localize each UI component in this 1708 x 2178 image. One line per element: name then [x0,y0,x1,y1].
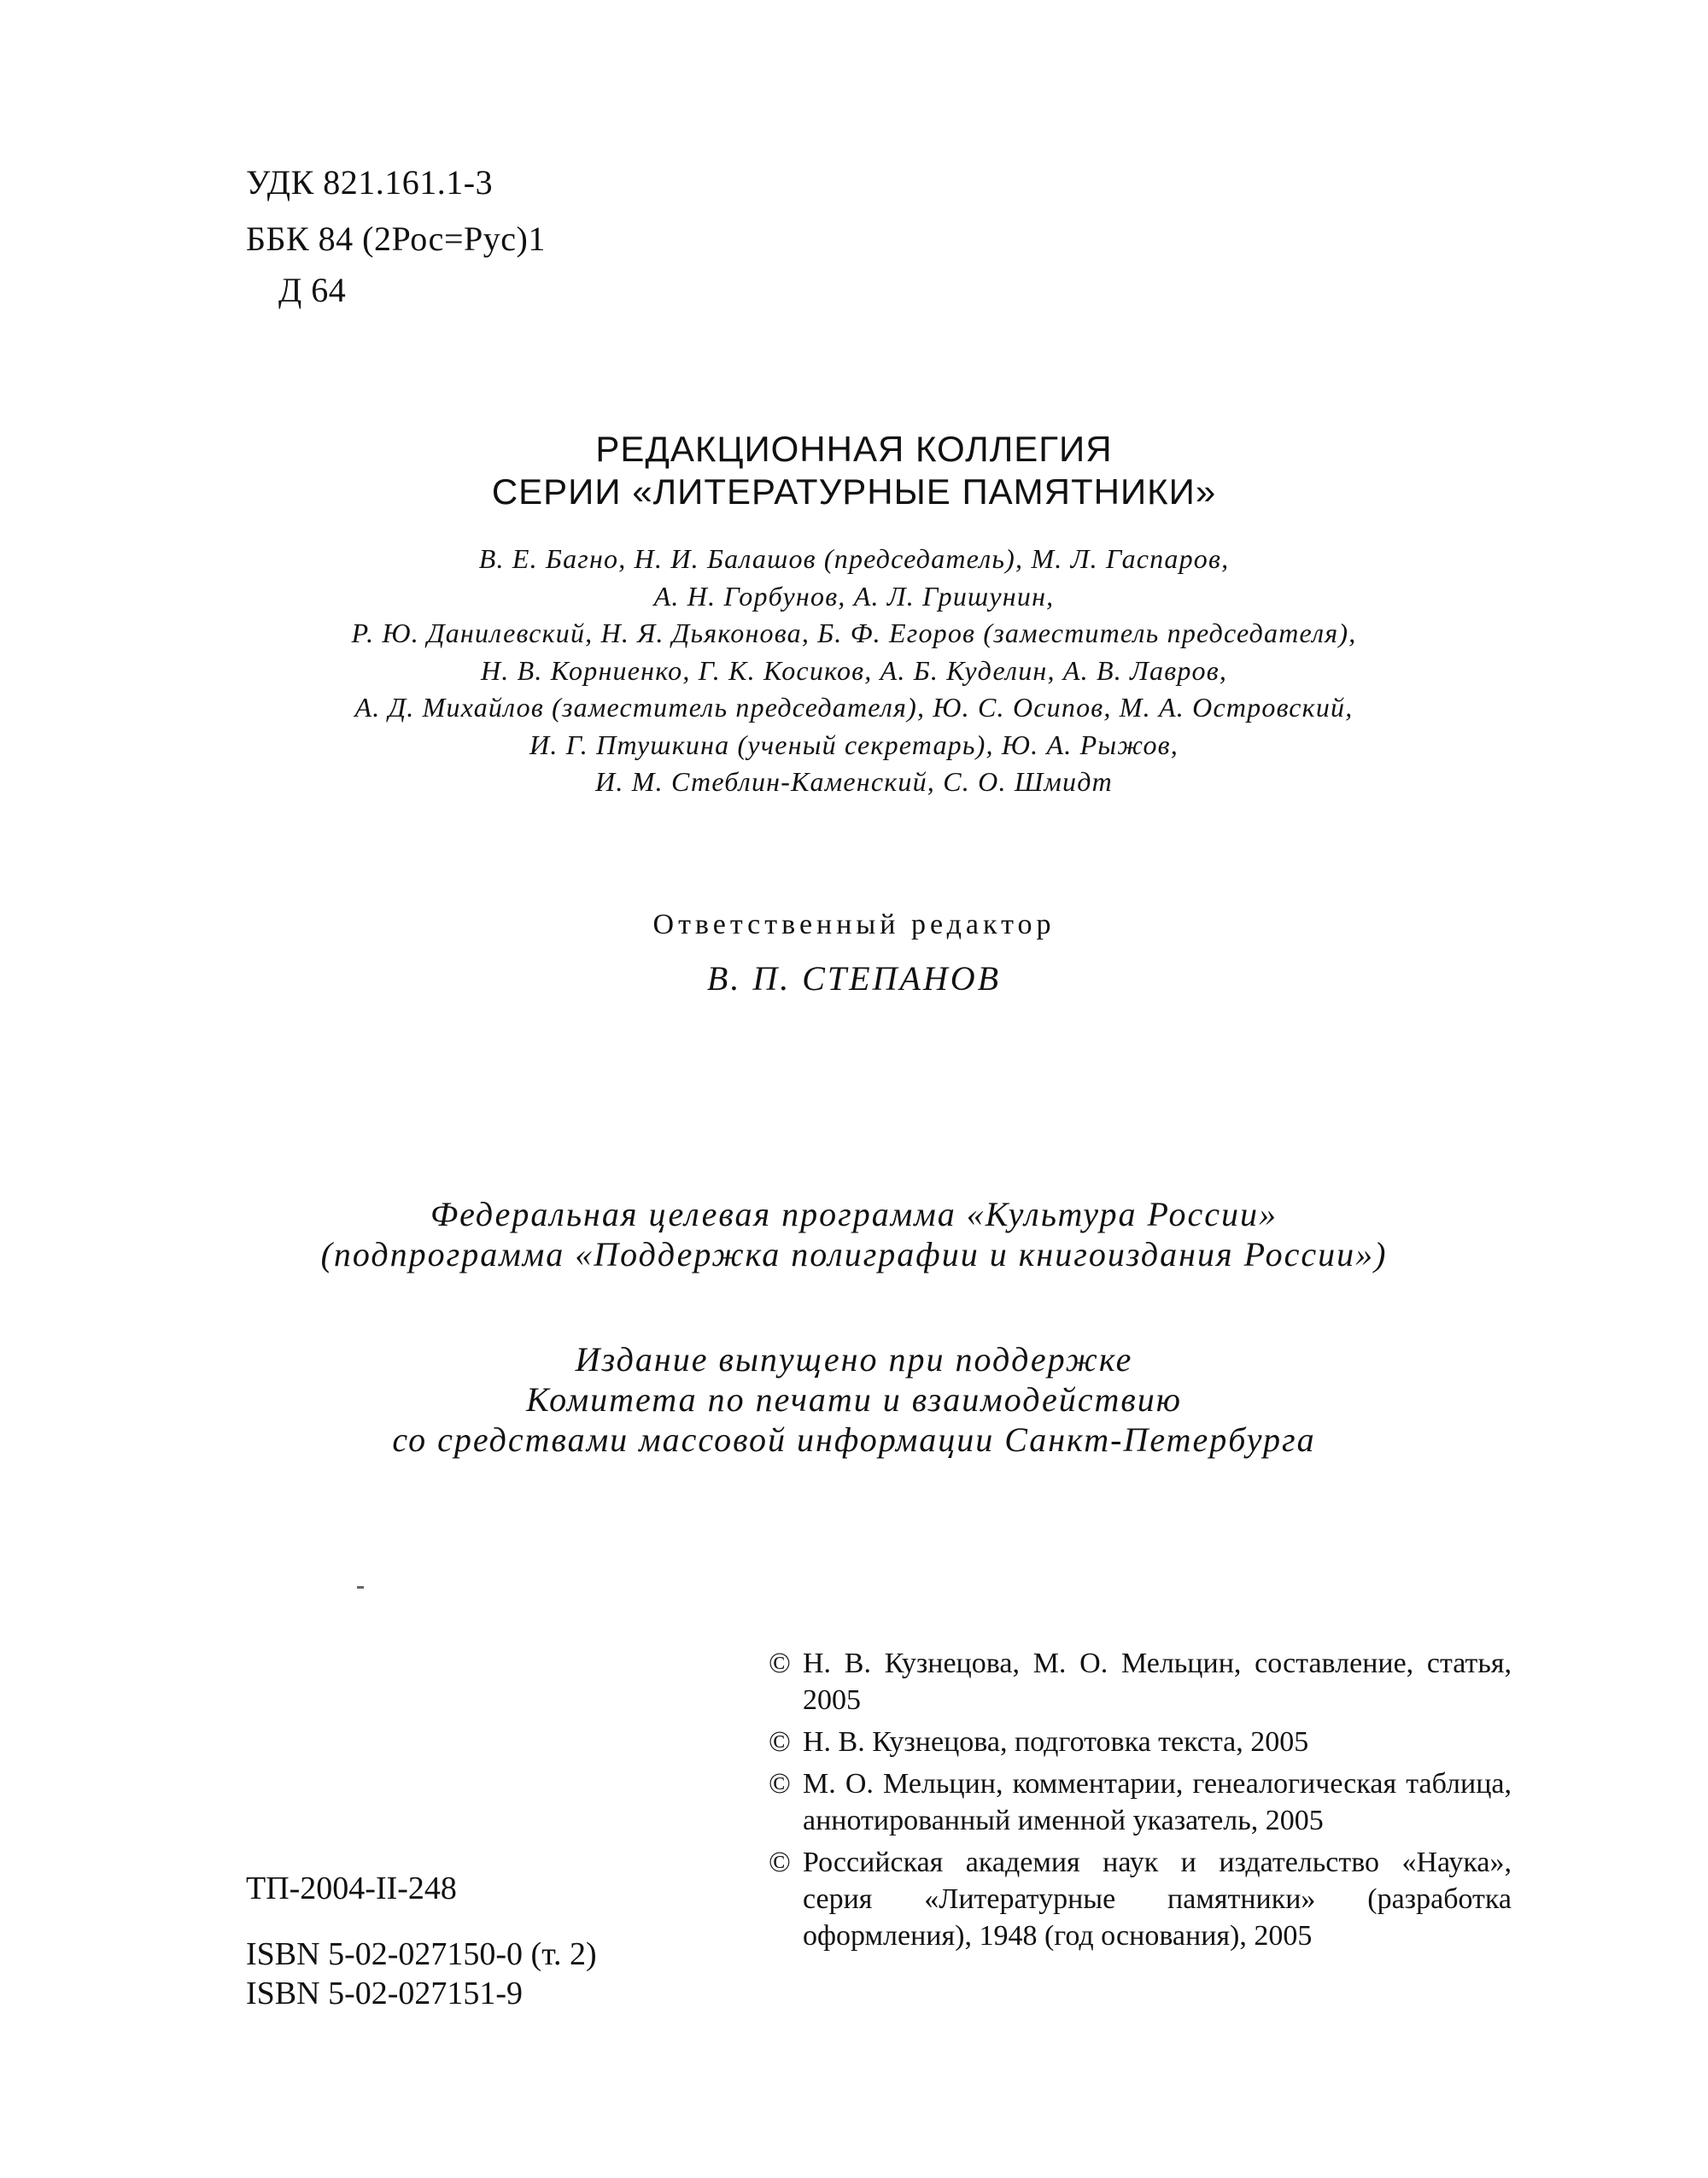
copyright-sign: © [769,1768,791,1800]
copyright-text: М. О. Мельцин, комментарии, генеалогическая таблица, аннотированный именной указатель, 2005 [803,1768,1512,1836]
program-line: Федеральная целевая программа «Культура России» [430,1195,1278,1233]
copyright-sign: © [769,1847,791,1878]
copyright-text: Н. В. Кузнецова, М. О. Мельцин, составление, статья, 2005 [803,1648,1512,1716]
editorial-board-title: РЕДАКЦИОННАЯ КОЛЛЕГИЯ [595,429,1113,469]
tp-number: ТП-2004-II-248 [246,1871,457,1906]
bbk-code: ББК 84 (2Рос=Рус)1 [246,220,546,258]
isbn-volume: ISBN 5-02-027150-0 (т. 2) [246,1936,597,1972]
copyright-sign: © [769,1648,791,1679]
support-line: Издание выпущено при поддержке [575,1340,1133,1379]
publication-support [0,1339,1708,1460]
print-mark [357,1586,364,1589]
isbn-set: ISBN 5-02-027151-9 [246,1976,524,2011]
copyright-item [769,1844,1512,1954]
copyright-item [769,1724,1512,1760]
members-line: И. М. Стеблин-Каменский, С. О. Шмидт [595,766,1113,797]
support-line: со средствами массовой информации Санкт-Петербурга [392,1420,1316,1459]
members-line: И. Г. Птушкина (ученый секретарь), Ю. А. Рыжов, [529,729,1179,760]
author-mark: Д 64 [278,271,347,309]
federal-program [0,1194,1708,1274]
copyright-text: Н. В. Кузнецова, подготовка текста, 2005 [803,1726,1309,1758]
copyright-sign: © [769,1726,791,1758]
members-line: Н. В. Корниенко, Г. К. Косиков, А. Б. Куделин, А. В. Лавров, [480,654,1228,686]
copyright-item [769,1765,1512,1839]
board-members-list [0,541,1708,801]
responsible-editor-label: Ответственный редактор [652,909,1056,940]
subprogram-line: (подпрограмма «Поддержка полиграфии и книгоиздания России») [320,1235,1388,1273]
support-line: Комитета по печати и взаимодействию [526,1380,1182,1419]
members-line: В. Е. Багно, Н. И. Балашов (председатель), М. Л. Гаспаров, [478,543,1230,574]
series-title: СЕРИИ «ЛИТЕРАТУРНЫЕ ПАМЯТНИКИ» [491,471,1217,512]
members-line: А. Д. Михайлов (заместитель председателя), Ю. С. Осипов, М. А. Островский, [354,692,1354,723]
members-line: А. Н. Горбунов, А. Л. Гришунин, [653,580,1055,612]
udk-code: УДК 821.161.1-3 [246,163,494,202]
copyright-block [769,1645,1512,1959]
members-line: Р. Ю. Данилевский, Н. Я. Дьяконова, Б. Ф. Егоров (заместитель председателя), [351,618,1357,648]
copyright-text: Российская академия наук и издательство «Наука», серия «Литературные памятники» (разработка оформления), 1948 (год основания), 2005 [803,1847,1512,1952]
copyright-item [769,1645,1512,1718]
responsible-editor-name: В. П. СТЕПАНОВ [706,959,1002,998]
